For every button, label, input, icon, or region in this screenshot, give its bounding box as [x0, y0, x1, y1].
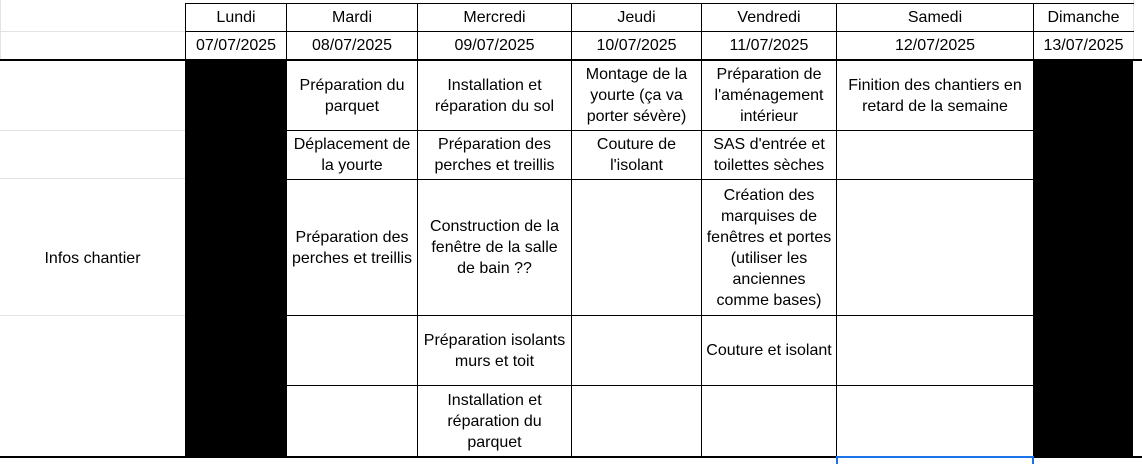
task-vendredi-5[interactable] — [702, 386, 836, 456]
task-vendredi-1[interactable]: Préparation de l'aménagement intérieur — [714, 66, 824, 125]
task-samedi-5[interactable] — [837, 386, 1033, 456]
task-jeudi-4[interactable] — [572, 316, 701, 385]
task-mercredi-5[interactable]: Installation et réparation du parquet — [447, 391, 542, 451]
task-vendredi-3[interactable]: Création des marquises de fenêtres et portes (utiliser les anciennes comme bases) — [706, 186, 832, 309]
task-jeudi-5[interactable] — [572, 386, 701, 456]
dimanche-blackout — [1034, 61, 1133, 456]
header-mercredi[interactable]: Mercredi — [463, 9, 526, 26]
lundi-blackout — [186, 61, 286, 456]
date-mardi[interactable]: 08/07/2025 — [311, 37, 393, 54]
date-dimanche[interactable]: 13/07/2025 — [1043, 37, 1124, 54]
date-samedi[interactable]: 12/07/2025 — [894, 37, 976, 54]
task-samedi-4[interactable] — [837, 316, 1033, 385]
row-label-infos-chantier[interactable]: Infos chantier — [44, 250, 141, 267]
task-mercredi-2[interactable]: Préparation des perches et treillis — [434, 136, 555, 174]
header-vendredi[interactable]: Vendredi — [737, 9, 801, 26]
header-lundi[interactable]: Lundi — [216, 9, 256, 26]
task-mardi-2[interactable]: Déplacement de la yourte — [293, 136, 411, 174]
date-mercredi[interactable]: 09/07/2025 — [454, 37, 535, 54]
date-jeudi[interactable]: 10/07/2025 — [596, 37, 677, 54]
task-samedi-2[interactable] — [837, 131, 1033, 179]
header-samedi[interactable]: Samedi — [907, 9, 963, 26]
task-jeudi-3[interactable] — [572, 180, 701, 315]
task-vendredi-2[interactable]: SAS d'entrée et toilettes sèches — [713, 136, 825, 174]
task-mardi-3[interactable]: Préparation des perches et treillis — [291, 228, 413, 267]
header-jeudi[interactable]: Jeudi — [617, 9, 656, 26]
task-mercredi-3[interactable]: Construction de la fenêtre de la salle de bain ?? — [430, 218, 559, 277]
task-jeudi-1[interactable]: Montage de la yourte (ça va porter sévère) — [585, 66, 688, 125]
task-vendredi-4[interactable]: Couture et isolant — [706, 342, 832, 359]
header-mardi[interactable]: Mardi — [331, 9, 372, 26]
task-mardi-5[interactable] — [287, 386, 417, 456]
task-mardi-1[interactable]: Préparation du parquet — [299, 76, 405, 115]
date-lundi[interactable]: 07/07/2025 — [195, 37, 277, 54]
task-jeudi-2[interactable]: Couture de l'isolant — [596, 136, 677, 174]
cell-selection — [836, 456, 1034, 464]
task-samedi-3[interactable] — [837, 180, 1033, 315]
header-dimanche[interactable]: Dimanche — [1047, 9, 1120, 26]
task-mercredi-1[interactable]: Installation et réparation du sol — [434, 76, 555, 115]
task-mercredi-4[interactable]: Préparation isolants murs et toit — [423, 331, 566, 370]
date-vendredi[interactable]: 11/07/2025 — [729, 37, 809, 54]
task-samedi-1[interactable]: Finition des chantiers en retard de la semaine — [848, 76, 1022, 115]
task-mardi-4[interactable] — [287, 316, 417, 385]
